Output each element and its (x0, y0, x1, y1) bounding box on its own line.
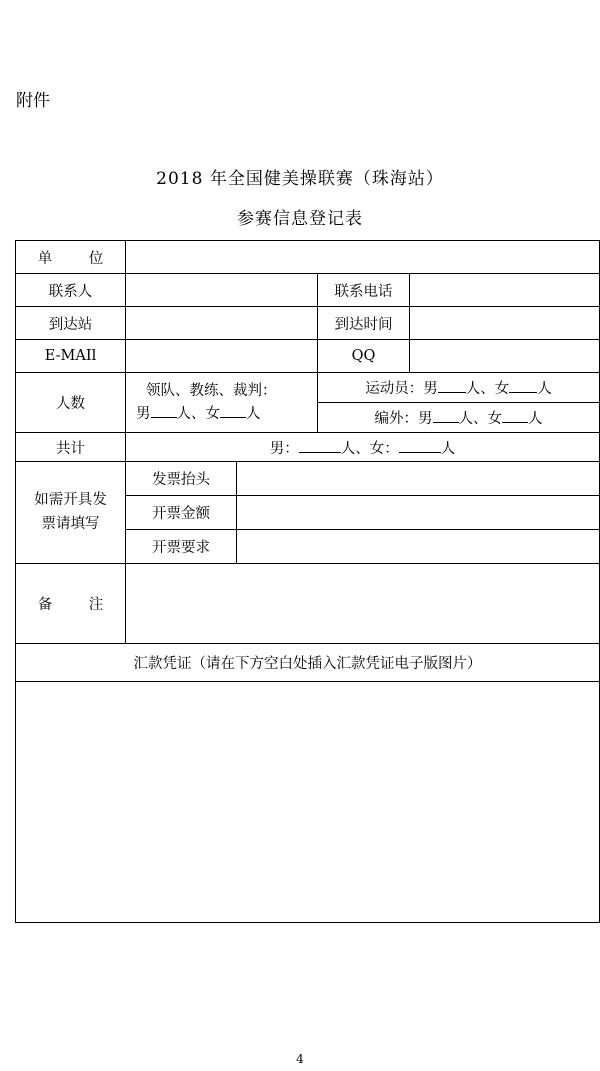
email-row (16, 340, 600, 373)
total-female-blank[interactable] (399, 441, 441, 453)
total-male-label: 男： (269, 440, 299, 457)
arrival-station-field[interactable] (126, 307, 318, 340)
email-label: E-MAIl (16, 340, 126, 373)
extra-end-label: 人 (528, 411, 543, 427)
remarks-row (16, 564, 600, 644)
page-number: 4 (296, 1052, 304, 1066)
email-field[interactable] (126, 340, 318, 373)
invoice-section-label (16, 462, 126, 564)
remittance-label: 汇款凭证（请在下方空白处插入汇款凭证电子版图片） (16, 644, 600, 682)
athletes-end-label: 人 (537, 381, 552, 397)
total-end-label: 人 (440, 440, 456, 457)
extra-title: 编外：男 (374, 411, 433, 427)
qq-label: QQ (318, 340, 410, 373)
invoice-label-line-1: 如需开具发 (34, 492, 107, 509)
invoice-label-line-2: 票请填写 (41, 515, 100, 532)
athletes-female-blank[interactable] (509, 381, 537, 393)
leaders-count-line (136, 403, 317, 425)
unit-label: 单 位 (16, 241, 126, 274)
contact-label: 联系人 (16, 274, 126, 307)
athletes-male-blank[interactable] (438, 381, 466, 393)
remarks-field[interactable] (126, 564, 600, 644)
unit-field[interactable] (126, 241, 600, 274)
arrival-time-label: 到达时间 (318, 307, 410, 340)
qq-field[interactable] (410, 340, 600, 373)
arrival-time-field[interactable] (410, 307, 600, 340)
invoice-title-field[interactable] (237, 462, 600, 496)
athletes-mid-label: 人、女 (465, 381, 510, 397)
phone-field[interactable] (410, 274, 600, 307)
athletes-title: 运动员：男 (365, 381, 438, 397)
phone-label: 联系电话 (318, 274, 410, 307)
leaders-cell[interactable] (126, 373, 318, 433)
registration-form (15, 240, 600, 923)
arrival-station-label: 到达站 (16, 307, 126, 340)
extra-mid-label: 人、女 (458, 411, 502, 427)
leaders-end-label: 人 (246, 405, 261, 422)
total-label: 共计 (16, 433, 126, 462)
remittance-header-row (16, 644, 600, 682)
unit-row (16, 241, 600, 274)
contact-row (16, 274, 600, 307)
extra-female-blank[interactable] (502, 411, 528, 423)
invoice-title-label: 发票抬头 (126, 462, 237, 496)
invoice-amount-label: 开票金额 (126, 496, 237, 530)
total-cell[interactable] (126, 433, 600, 462)
leaders-title: 领队、教练、裁判： (146, 383, 277, 400)
headcount-label: 人数 (16, 373, 126, 433)
athletes-cell[interactable] (318, 373, 600, 403)
document-title: 2018 年全国健美操联赛（珠海站） (156, 169, 444, 189)
invoice-requirement-field[interactable] (237, 530, 600, 564)
leaders-female-blank[interactable] (220, 406, 246, 418)
remittance-image-area[interactable] (16, 682, 600, 923)
invoice-amount-field[interactable] (237, 496, 600, 530)
extra-cell[interactable] (318, 403, 600, 433)
invoice-title-row (16, 462, 600, 496)
contact-field[interactable] (126, 274, 318, 307)
leaders-male-blank[interactable] (151, 406, 177, 418)
extra-male-blank[interactable] (433, 411, 459, 423)
total-mid-label: 人、女： (340, 440, 399, 457)
leaders-male-label: 男 (136, 405, 151, 422)
remarks-label: 备 注 (16, 564, 126, 644)
total-row (16, 433, 600, 462)
arrival-row (16, 307, 600, 340)
leaders-mid-label: 人、女 (176, 405, 220, 422)
total-male-blank[interactable] (299, 441, 341, 453)
invoice-requirement-label: 开票要求 (126, 530, 237, 564)
attachment-label: 附件 (16, 91, 50, 111)
headcount-row-1 (16, 373, 600, 403)
remittance-area-row (16, 682, 600, 923)
document-subtitle: 参赛信息登记表 (237, 209, 363, 229)
